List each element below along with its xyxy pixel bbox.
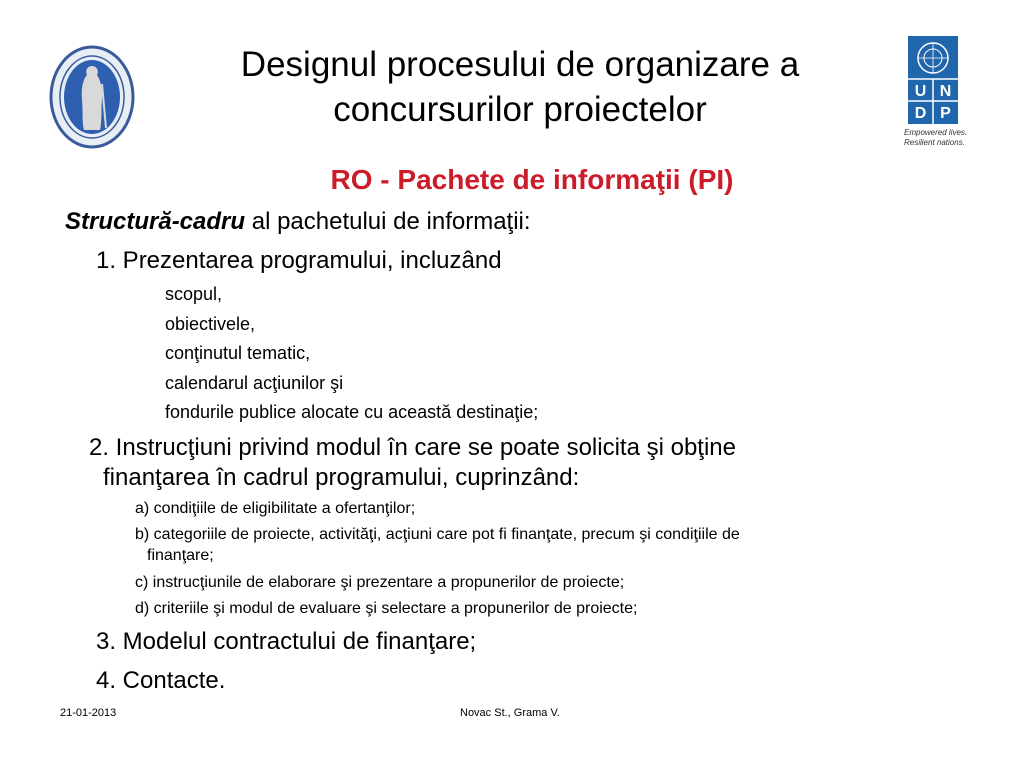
item-1-sub-5: fondurile publice alocate cu această destinaţie; [165,402,539,422]
undp-tagline-1: Empowered lives. [904,128,968,137]
undp-letter-n: N [939,83,952,100]
undp-letter-u: U [914,83,927,100]
section-subtitle: RO - Pachete de informaţii (PI) [330,164,734,195]
item-2-sub-d: d) criteriile şi modul de evaluare şi selectare a propunerilor de proiecte; [135,600,638,617]
seal-icon [48,44,136,150]
item-4: 4. Contacte. [96,667,226,694]
item-1-sub-3: conţinutul tematic, [165,343,311,363]
item-2-sub-a: a) condiţiile de eligibilitate a ofertanţilor; [135,500,416,517]
item-1: 1. Prezentarea programului, incluzând [96,247,502,274]
footer-authors: Novac St., Grama V. [460,707,560,719]
item-1-sub-4: calendarul acţiunilor şi [165,373,344,393]
item-2-sub-c: c) instrucţiunile de elaborare şi prezentare a propunerilor de proiecte; [135,574,625,591]
undp-emblem-icon [908,36,958,124]
intro-line [65,208,531,236]
item-3: 3. Modelul contractului de finanţare; [96,628,477,655]
item-1-sub-1: scopul, [165,284,223,304]
title-line-1: Designul procesului de organizare a [240,45,800,84]
undp-tagline-2: Resilient nations. [904,138,965,147]
undp-letter-d: D [914,105,927,122]
page-title [190,42,850,132]
item-2-sub-b-1: b) categoriile de proiecte, activităţi, acţiuni care pot fi finanţate, precum şi condiţiile de [135,526,740,543]
item-1-sub-2: obiectivele, [165,314,256,334]
footer-date: 21-01-2013 [60,707,117,719]
title-line-2: concursurilor proiectelor [333,90,707,129]
item-2-sub-b-2: finanţare; [147,547,214,564]
undp-letter-p: P [940,105,951,122]
item-2-line-2: finanţarea în cadrul programului, cuprinzând: [103,464,580,491]
intro-rest: al pachetului de informaţii: [245,208,531,235]
intro-bold: Structură-cadru [65,208,246,235]
undp-tagline [904,128,984,148]
academy-seal-logo [48,44,136,150]
item-2-line-1: 2. Instrucţiuni privind modul în care se poate solicita şi obţine [89,434,737,461]
undp-logo [904,36,968,147]
